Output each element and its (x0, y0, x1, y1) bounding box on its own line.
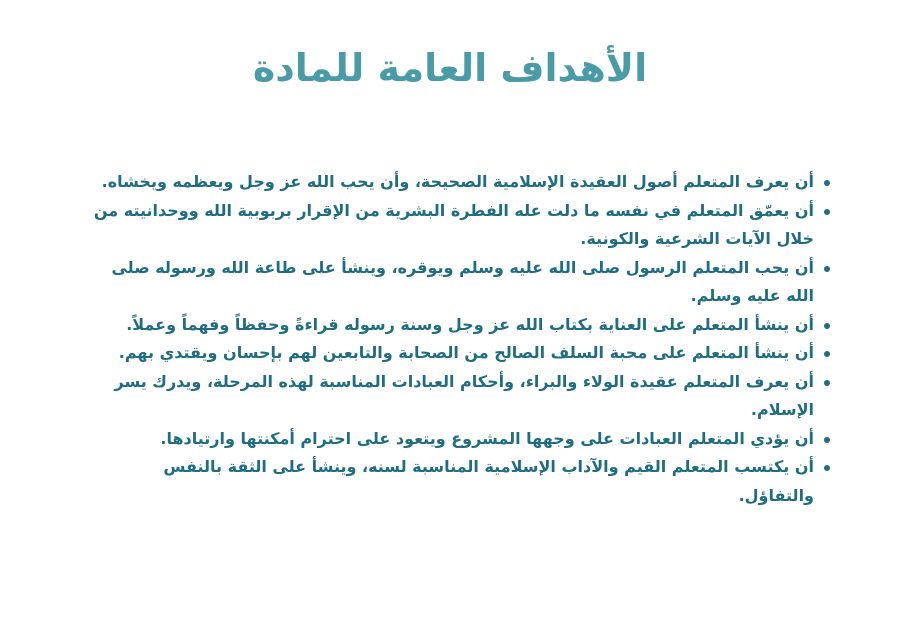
list-item: أن ينشأ المتعلم على العناية بكتاب الله عز وجل وسنة رسوله قراءةً وحفظاً وفهماً وعملاً. (84, 311, 814, 340)
list-item: أن يكتسب المتعلم القيم والآداب الإسلامية المناسبة لسنه، وينشأ على الثقة بالنفس والتفاؤل. (84, 453, 814, 510)
list-item: أن يعرف المتعلم أصول العقيدة الإسلامية الصحيحة، وأن يحب الله عز وجل ويعظمه ويخشاه. (84, 168, 814, 197)
list-item: أن يؤدي المتعلم العبادات على وجهها المشروع ويتعود على احترام أمكنتها وارتيادها. (84, 425, 814, 454)
list-item: أن ينشأ المتعلم على محبة السلف الصالح من الصحابة والتابعين لهم بإحسان ويقتدي بهم. (84, 339, 814, 368)
list-item: أن يعرف المتعلم عقيدة الولاء والبراء، وأحكام العبادات المناسبة لهذه المرحلة، ويدرك يسر الإسلام. (84, 368, 814, 425)
objectives-list (84, 168, 834, 510)
page-title: الأهداف العامة للمادة (252, 46, 648, 90)
list-item: أن يحب المتعلم الرسول صلى الله عليه وسلم ويوقره، وينشأ على طاعة الله ورسوله صلى الله عليه وسلم. (84, 254, 814, 311)
list-item: أن يعمّق المتعلم في نفسه ما دلت عله الفطرة البشرية من الإقرار بربوبية الله ووحدانيته من خلال الآيات الشرعية والكونية. (84, 197, 814, 254)
